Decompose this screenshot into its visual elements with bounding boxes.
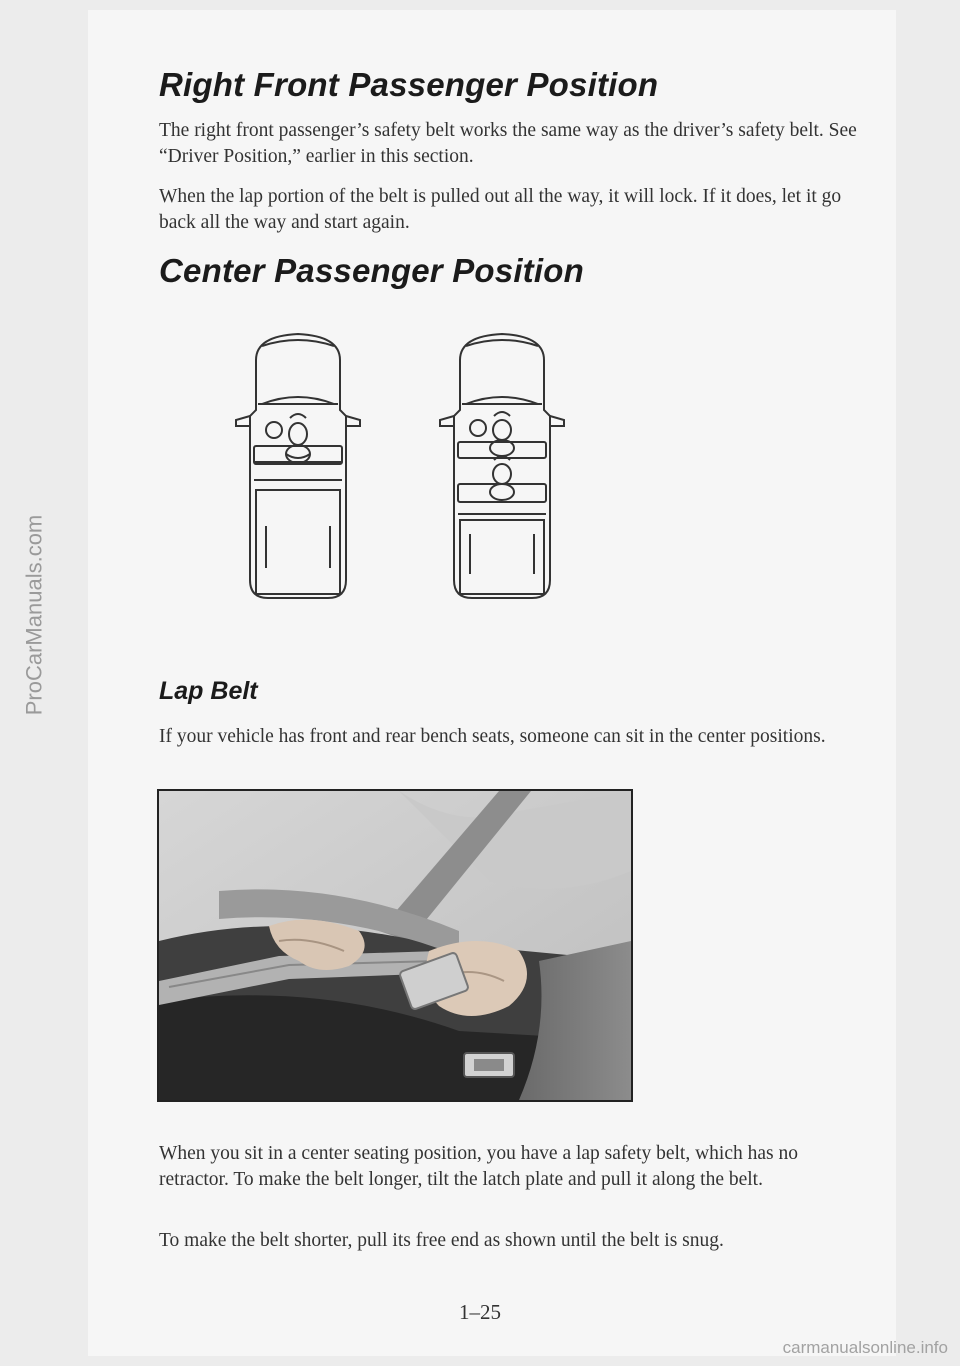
paragraph-lap-lock: When the lap portion of the belt is pulled out all the way, it will lock. If it does, let it go back all the way and start again. <box>159 186 842 233</box>
single-cab-seating-diagram <box>228 330 368 610</box>
heading-lap-belt: Lap Belt <box>159 677 258 705</box>
paragraph-center-lap-belt: When you sit in a center seating position, you have a lap safety belt, which has no retractor. To make the belt longer, tilt the latch plate and pull it along the belt. <box>159 1143 798 1190</box>
lap-belt-photo-illustration <box>159 791 631 1100</box>
heading-right-front-passenger: Right Front Passenger Position <box>159 66 659 103</box>
page-number: 1–25 <box>459 1300 501 1324</box>
side-watermark <box>14 395 54 835</box>
crew-cab-seating-diagram <box>432 330 572 610</box>
lap-belt-photo <box>157 789 633 1102</box>
paragraph-bench-seats: If your vehicle has front and rear bench seats, someone can sit in the center positions. <box>159 726 826 747</box>
paragraph-right-front-belt: The right front passenger’s safety belt works the same way as the driver’s safety belt. See “Driver Position,” earlier in this section. <box>159 120 857 167</box>
paragraph-shorten-belt: To make the belt shorter, pull its free end as shown until the belt is snug. <box>159 1230 724 1251</box>
bottom-watermark: carmanualsonline.info <box>782 1338 948 1357</box>
heading-center-passenger: Center Passenger Position <box>159 252 584 289</box>
side-watermark-text: ProCarManuals.com <box>21 514 47 716</box>
